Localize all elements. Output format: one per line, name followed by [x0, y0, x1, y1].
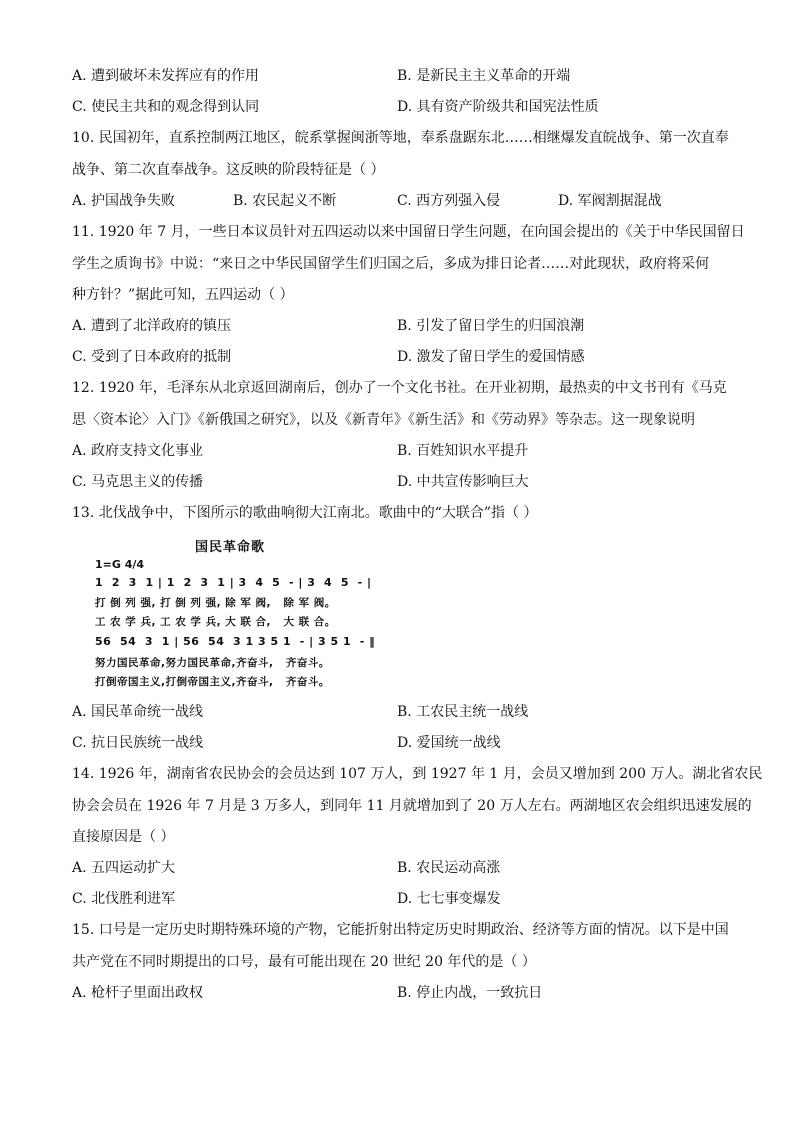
q11-stem-line1: 11. 1920 年 7 月，一些日本议员针对五四运动以来中国留日学生问题，在向国会提出的《关于中华民国留日	[72, 224, 745, 240]
q9-option-c[interactable]: C. 使民主共和的观念得到认同	[72, 99, 260, 115]
q15-stem-line2: 共产党在不同时期提出的口号，最有可能出现在 20 世纪 20 年代的是（ ）	[72, 954, 536, 970]
q13-option-d[interactable]: D. 爱国统一战线	[397, 735, 501, 751]
q13-option-b[interactable]: B. 工农民主统一战线	[397, 704, 529, 720]
q14-stem-line3: 直接原因是（ ）	[72, 829, 175, 845]
q15-option-a[interactable]: A. 枪杆子里面出政权	[72, 985, 204, 1001]
q11-option-a[interactable]: A. 遭到了北洋政府的镇压	[72, 318, 232, 334]
q13-option-c[interactable]: C. 抗日民族统一战线	[72, 735, 204, 751]
song-notes-line2: 56 54 3 1 | 56 54 3 1 3 5 1 - | 3 5 1 - ‖	[95, 635, 376, 648]
q15-option-b[interactable]: B. 停止内战，一致抗日	[397, 985, 543, 1001]
song-title: 国民革命歌	[195, 540, 266, 555]
song-notes-line1: 1 2 3 1 | 1 2 3 1 | 3 4 5 - | 3 4 5 - |	[95, 576, 372, 589]
song-key-signature: 1=G 4/4	[95, 558, 145, 571]
q12-stem-line1: 12. 1920 年，毛泽东从北京返回湖南后，创办了一个文化书社。在开业初期，最热卖的中文书刊有《马克	[72, 380, 727, 396]
song-lyrics-line2: 工 农 学 兵, 工 农 学 兵, 大 联 合, 大 联 合。	[95, 616, 336, 628]
q14-stem-line1: 14. 1926 年，湖南省农民协会的会员达到 107 万人，到 1927 年 1 月，会员又增加到 200 万人。湖北省农民	[72, 766, 763, 782]
q14-stem-line2: 协会会员在 1926 年 7 月是 3 万多人，到同年 11 月就增加到了 20 万人左右。两湖地区农会组织迅速发展的	[72, 798, 752, 814]
q14-option-a[interactable]: A. 五四运动扩大	[72, 860, 176, 876]
q10-option-c[interactable]: C. 西方列强入侵	[397, 193, 501, 209]
q10-stem-line1: 10. 民国初年，直系控制两江地区，皖系掌握闽浙等地，奉系盘踞东北……相继爆发直皖战争、第一次直奉	[72, 130, 729, 146]
q14-option-c[interactable]: C. 北伐胜利进军	[72, 891, 176, 907]
q11-stem-line2: 学生之质询书》中说：“来日之中华民国留学生们归国之后，多成为排日论者……对此现状，政府将采何	[72, 256, 710, 272]
q14-option-b[interactable]: B. 农民运动高涨	[397, 860, 501, 876]
song-lyrics-line4: 打倒帝国主义,打倒帝国主义,齐奋斗, 齐奋斗。	[95, 676, 330, 688]
q12-option-c[interactable]: C. 马克思主义的传播	[72, 474, 204, 490]
q11-option-b[interactable]: B. 引发了留日学生的归国浪潮	[397, 318, 585, 334]
q15-stem-line1: 15. 口号是一定历史时期特殊环境的产物，它能折射出特定历史时期政治、经济等方面的情况。以下是中国	[72, 922, 729, 938]
q13-option-a[interactable]: A. 国民革命统一战线	[72, 704, 204, 720]
q10-stem-line2: 战争、第二次直奉战争。这反映的阶段特征是（ ）	[72, 162, 385, 178]
q14-option-d[interactable]: D. 七七事变爆发	[397, 891, 501, 907]
q13-stem: 13. 北伐战争中，下图所示的歌曲响彻大江南北。歌曲中的“大联合”指（ ）	[72, 505, 538, 521]
q10-option-d[interactable]: D. 军阀割据混战	[558, 193, 662, 209]
song-score-figure	[95, 536, 376, 692]
song-lyrics-line1: 打 倒 列 强, 打 倒 列 强, 除 军 阀, 除 军 阀。	[95, 597, 336, 609]
q12-option-b[interactable]: B. 百姓知识水平提升	[397, 443, 529, 459]
song-lyrics-line3: 努力国民革命,努力国民革命,齐奋斗, 齐奋斗。	[95, 657, 330, 669]
q11-stem-line3: 种方针？”据此可知，五四运动（ ）	[72, 287, 294, 303]
q10-option-a[interactable]: A. 护国战争失败	[72, 193, 176, 209]
q11-option-c[interactable]: C. 受到了日本政府的抵制	[72, 349, 232, 365]
q9-option-d[interactable]: D. 具有资产阶级共和国宪法性质	[397, 99, 599, 115]
q9-option-b[interactable]: B. 是新民主主义革命的开端	[397, 68, 571, 84]
q12-option-a[interactable]: A. 政府支持文化事业	[72, 443, 204, 459]
q10-option-b[interactable]: B. 农民起义不断	[233, 193, 337, 209]
q12-stem-line2: 思〈资本论〉入门》《新俄国之研究》，以及《新青年》《新生活》和《劳动界》等杂志。这一现象说明	[72, 412, 695, 428]
q12-option-d[interactable]: D. 中共宣传影响巨大	[397, 474, 529, 490]
q9-option-a[interactable]: A. 遭到破坏未发挥应有的作用	[72, 68, 260, 84]
q11-option-d[interactable]: D. 激发了留日学生的爱国情感	[397, 349, 585, 365]
